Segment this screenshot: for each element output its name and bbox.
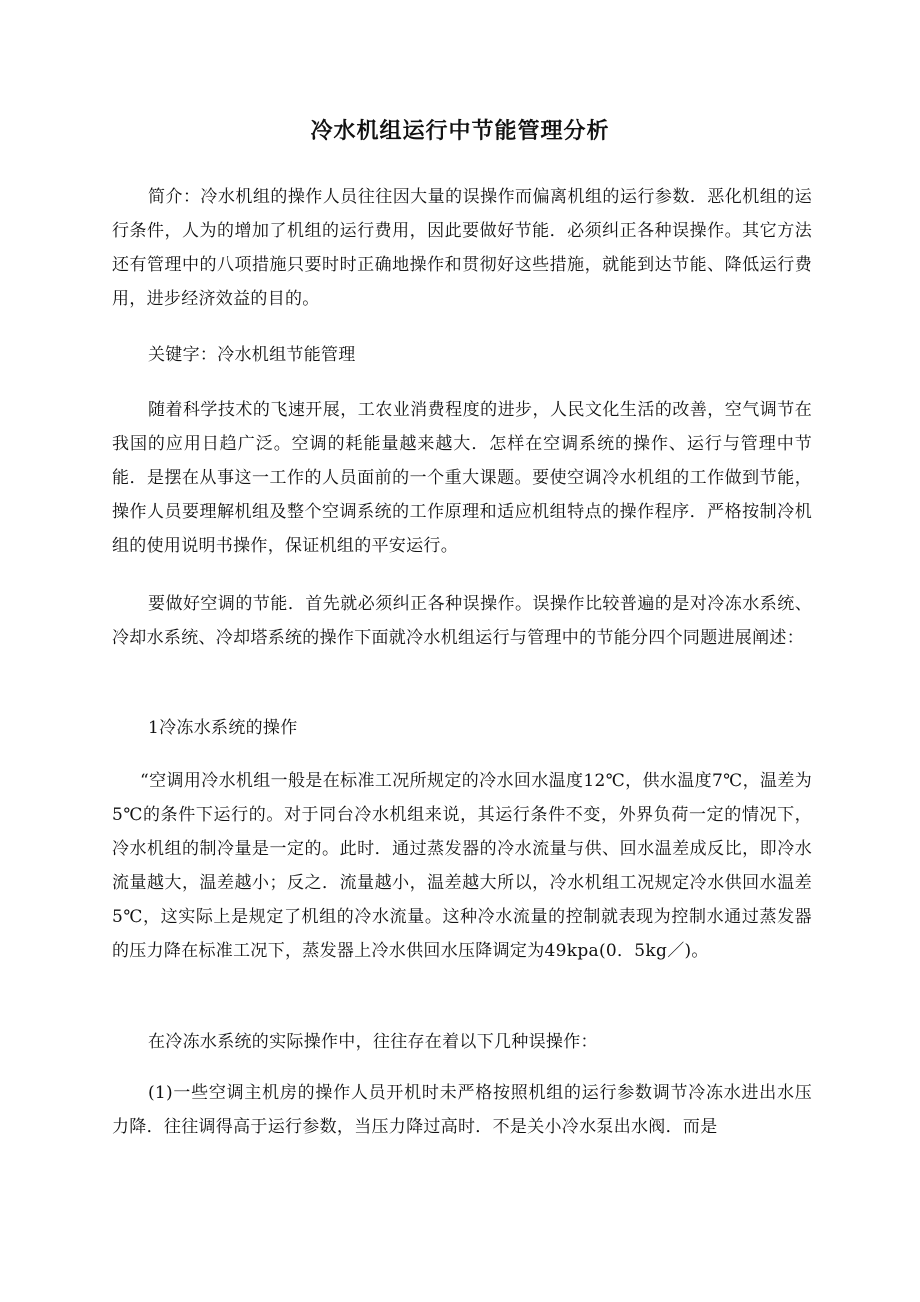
document-title: 冷水机组运行中节能管理分析 (310, 119, 610, 144)
paragraph-item-1: (1)一些空调主机房的操作人员开机时未严格按照机组的运行参数调节冷冻水进出水压力降．往往调得高于运行参数，当压力降过高时．不是关小冷水泵出水阀．而是 (112, 1083, 812, 1137)
section-heading-chilled-water: 1冷冻水系统的操作 (148, 718, 298, 738)
paragraph-misoperation: 要做好空调的节能．首先就必须纠正各种误操作。误操作比较普遍的是对冷冻水系统、冷却水系统、冷却塔系统的操作下面就冷水机组运行与管理中的节能分四个同题进展阐述： (112, 594, 812, 648)
paragraph-misoperation-list-intro: 在冷冻水系统的实际操作中，往往存在着以下几种误操作： (148, 1032, 598, 1052)
paragraph-intro: 随着科学技术的飞速开展，工农业消费程度的进步，人民文化生活的改善，空气调节在我国的应用日趋广泛。空调的耗能量越来越大．怎样在空调系统的操作、运行与管理中节能．是摆在从事这一工作的人员面前的一个重大课题。要使空调冷水机组的工作做到节能，操作人员要理解机组及整个空调系统的工作原理和适应机组特点的操作程序．严格按制冷机组的使用说明书操作，保证机组的平安运行。 (112, 400, 812, 556)
paragraph-keywords: 关键字：冷水机组节能管理 (148, 345, 356, 365)
paragraph-chilled-water-conditions: “空调用冷水机组一般是在标准工况所规定的冷水回水温度12℃，供水温度7℃，温差为5℃的条件下运行的。对于同台冷水机组来说，其运行条件不变，外界负荷一定的情况下，冷水机组的制冷量是一定的。此时．通过蒸发器的冷水流量与供、回水温差成反比，即冷水流量越大，温差越小；反之．流量越小，温差越大所以，冷水机组工况规定冷水供回水温差5℃，这实际上是规定了机组的冷水流量。这种冷水流量的控制就表现为控制水通过蒸发器的压力降在标准工况下，蒸发器上冷水供回水压降调定为49kpa(0．5kg／)。 (112, 771, 812, 961)
paragraph-abstract: 简介：冷水机组的操作人员往往因大量的误操作而偏离机组的运行参数．恶化机组的运行条件，人为的增加了机组的运行费用，因此要做好节能．必须纠正各种误操作。其它方法还有管理中的八项措施只要时时正确地操作和贯彻好这些措施，就能到达节能、降低运行费用，进步经济效益的目的。 (112, 187, 812, 309)
